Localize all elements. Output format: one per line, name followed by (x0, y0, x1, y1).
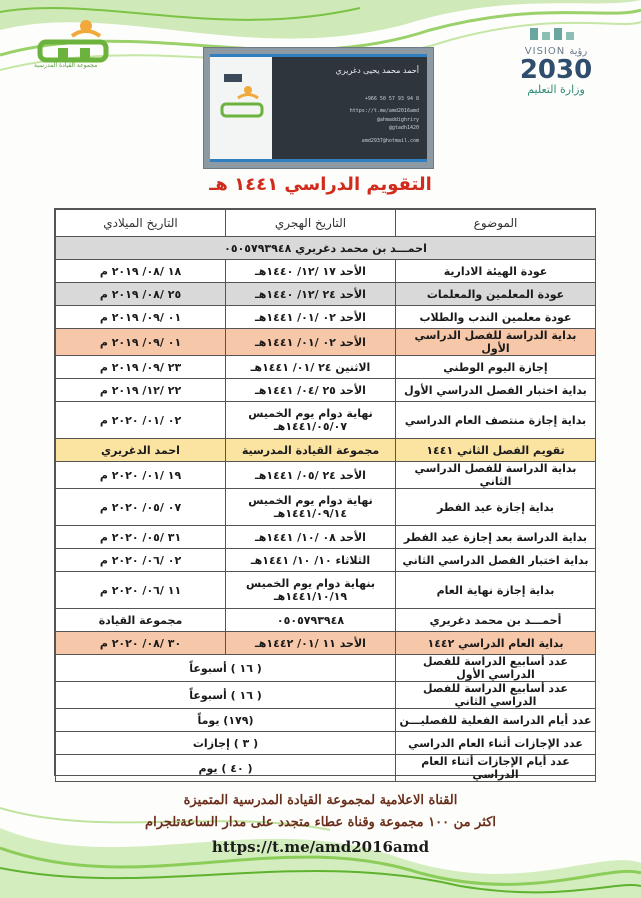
row-gregorian-cell: ٢٢ /١٢/ ٢٠١٩ م (56, 379, 226, 402)
row-topic-cell: عودة المعلمين والمعلمات (396, 283, 596, 306)
row-topic-cell: عودة الهيئة الادارية (396, 260, 596, 283)
row-gregorian-cell: مجموعة القيادة (56, 609, 226, 632)
row-value-cell: ( ١٦ ) أسبوعاً (56, 682, 396, 709)
header-hijri: التاريخ الهجري (226, 210, 396, 237)
footer-groups-line: اكثر من ١٠٠ مجموعة وقناة عطاء متجدد على مدار الساعةتلجرام (145, 815, 496, 830)
row-topic-cell: بداية اختبار الفصل الدراسي الأول (396, 379, 596, 402)
table-row (56, 549, 596, 572)
table-row (56, 439, 596, 462)
calendar-table (55, 209, 596, 804)
row-hijri-cell: بنهاية دوام يوم الخميس ١٤٤١/١٠/١٩هـ (226, 572, 396, 609)
row-topic-cell: عدد أيام الإجازات أثناء العام الدراسي (396, 755, 596, 782)
row-topic-cell: تقويم الفصل الثاني ١٤٤١ (396, 439, 596, 462)
row-gregorian-cell: ٠١ /٠٩/ ٢٠١٩ م (56, 306, 226, 329)
row-gregorian-cell: ١١ /٠٦/ ٢٠٢٠ م (56, 572, 226, 609)
row-hijri-cell: الأحد ٠٨ /١٠/ ١٤٤١هـ (226, 526, 396, 549)
row-value-cell: ( ٣ ) إجازات (56, 732, 396, 755)
row-topic-cell: بداية اختبار الفصل الدراسي الثاني (396, 549, 596, 572)
row-hijri-cell: مجموعة القيادة المدرسية (226, 439, 396, 462)
card-logo-icon (210, 54, 272, 162)
row-value-cell: ( ٤٠ ) يوم (56, 755, 396, 782)
footer-channel-line: القناة الاعلامية لمجموعة القيادة المدرسية المتميزة (183, 793, 458, 808)
row-gregorian-cell: ٢٥ /٠٨/ ٢٠١٩ م (56, 283, 226, 306)
ministry-emblem-icon (526, 26, 586, 42)
row-hijri-cell: الأحد ٢٤ /١٢/ ١٤٤٠هـ (226, 283, 396, 306)
row-gregorian-cell: ٠٢ /٠٦/ ٢٠٢٠ م (56, 549, 226, 572)
table-row (56, 379, 596, 402)
table-row (56, 356, 596, 379)
row-hijri-cell: الأحد ٠٢ /٠١/ ١٤٤١هـ (226, 329, 396, 356)
table-row (56, 526, 596, 549)
card-phone: +966 50 57 93 94 8 (364, 96, 419, 102)
row-gregorian-cell: ٢٣ /٠٩/ ٢٠١٩ م (56, 356, 226, 379)
row-topic-cell: عدد أسابيع الدراسة للفصل الدراسي الثاني (396, 682, 596, 709)
table-body (56, 237, 596, 805)
row-gregorian-cell: ٣١ /٠٥/ ٢٠٢٠ م (56, 526, 226, 549)
table-row (56, 732, 596, 755)
page-title: التقويم الدراسي ١٤٤١ هـ (209, 174, 432, 195)
business-card (210, 54, 427, 162)
row-topic-cell: بداية الدراسة بعد إجازة عيد الفطر (396, 526, 596, 549)
card-handle-2: @gtadh1420 (388, 125, 419, 131)
vision-word: VISION رؤية (524, 46, 588, 57)
row-hijri-cell: الأحد ٢٥ /٠٤/ ١٤٤١هـ (226, 379, 396, 402)
ministry-name: وزارة التعليم (527, 83, 585, 96)
row-hijri-cell: الأحد ١١ /٠١/ ١٤٤٢هـ (226, 632, 396, 655)
table-row (56, 609, 596, 632)
row-gregorian-cell: ٣٠ /٠٨/ ٢٠٢٠ م (56, 632, 226, 655)
qiyada-logo (28, 14, 118, 84)
header-gregorian: التاريخ الميلادي (56, 210, 226, 237)
card-person-name: أحمد محمد يحيى دغريري (335, 66, 419, 75)
row-topic-cell: بداية إجازة عيد الفطر (396, 489, 596, 526)
row-hijri-cell: الأحد ١٧ /١٢/ ١٤٤٠هـ (226, 260, 396, 283)
row-topic-cell: عدد الإجازات أثناء العام الدراسي (396, 732, 596, 755)
table-header-row (56, 210, 596, 237)
table-row (56, 655, 596, 682)
row-hijri-cell: الأحد ٠٢ /٠١/ ١٤٤١هـ (226, 306, 396, 329)
row-gregorian-cell: ٠٢ /٠١/ ٢٠٢٠ م (56, 402, 226, 439)
table-row (56, 237, 596, 260)
row-topic-cell: بداية العام الدراسي ١٤٤٢ (396, 632, 596, 655)
row-topic-cell: بداية إجازة منتصف العام الدراسي (396, 402, 596, 439)
row-hijri-cell: الأحد ٢٤ /٠٥/ ١٤٤١هـ (226, 462, 396, 489)
table-row (56, 329, 596, 356)
row-gregorian-cell: ١٨ /٠٨/ ٢٠١٩ م (56, 260, 226, 283)
table-row (56, 462, 596, 489)
row-topic-cell: عدد أسابيع الدراسة للفصل الدراسي الأول (396, 655, 596, 682)
table-row (56, 306, 596, 329)
card-logo-panel (210, 54, 272, 162)
table-row (56, 489, 596, 526)
vision-year: 2030 (519, 55, 593, 85)
table-row (56, 755, 596, 782)
card-top-stripe (210, 54, 427, 57)
row-topic-cell: عودة معلمين الندب والطلاب (396, 306, 596, 329)
table-row (56, 632, 596, 655)
row-hijri-cell: ٠٥٠٥٧٩٣٩٤٨ (226, 609, 396, 632)
row-gregorian-cell: ١٩ /٠١/ ٢٠٢٠ م (56, 462, 226, 489)
row-topic-cell: أحمـــد بن محمد دغريري (396, 609, 596, 632)
row-hijri-cell: الاثنين ٢٤ /٠١/ ١٤٤١هـ (226, 356, 396, 379)
row-topic-cell: بداية الدراسة للفصل الدراسي الثاني (396, 462, 596, 489)
table-row (56, 283, 596, 306)
card-bottom-stripe (210, 159, 427, 162)
table-row (56, 682, 596, 709)
row-gregorian-cell: ٠٧ /٠٥/ ٢٠٢٠ م (56, 489, 226, 526)
row-topic-cell: إجازة اليوم الوطني (396, 356, 596, 379)
table-row (56, 260, 596, 283)
row-hijri-cell: الثلاثاء ١٠/ ١٠/ ١٤٤١هـ (226, 549, 396, 572)
row-gregorian-cell: ٠١ /٠٩/ ٢٠١٩ م (56, 329, 226, 356)
footer-telegram-link[interactable]: https://t.me/amd2016amd (211, 838, 430, 856)
vision-2030-logo (501, 26, 611, 98)
table-row (56, 402, 596, 439)
business-card-frame (203, 47, 434, 169)
card-email: amd2937@hotmail.com (361, 138, 419, 144)
row-topic-cell: بداية الدراسة للفصل الدراسي الأول (396, 329, 596, 356)
header-topic: الموضوع (396, 210, 596, 237)
calendar-table-wrapper (54, 208, 596, 781)
row-hijri-cell: نهاية دوام يوم الخميس ١٤٤١/٠٩/١٤هـ (226, 489, 396, 526)
row-gregorian-cell: احمد الدغريري (56, 439, 226, 462)
row-value-cell: (١٧٩) يوماً (56, 709, 396, 732)
row-topic-cell: بداية إجازة نهاية العام (396, 572, 596, 609)
row-hijri-cell: نهاية دوام يوم الخميس ١٤٤١/٠٥/٠٧هـ (226, 402, 396, 439)
table-row (56, 709, 596, 732)
card-telegram: https://t.me/amd2016amd (349, 108, 419, 114)
qiyada-logo-caption: مجموعة القيادة المدرسية (34, 62, 98, 69)
row-span-cell: احمـــد بن محمد دغريري ٠٥٠٥٧٩٣٩٤٨ (56, 237, 596, 260)
card-handle-1: @ahmaddighriry (376, 117, 419, 123)
table-row (56, 572, 596, 609)
row-value-cell: ( ١٦ ) أسبوعاً (56, 655, 396, 682)
row-topic-cell: عدد أيام الدراسة الفعلية للفصليـــن (396, 709, 596, 732)
